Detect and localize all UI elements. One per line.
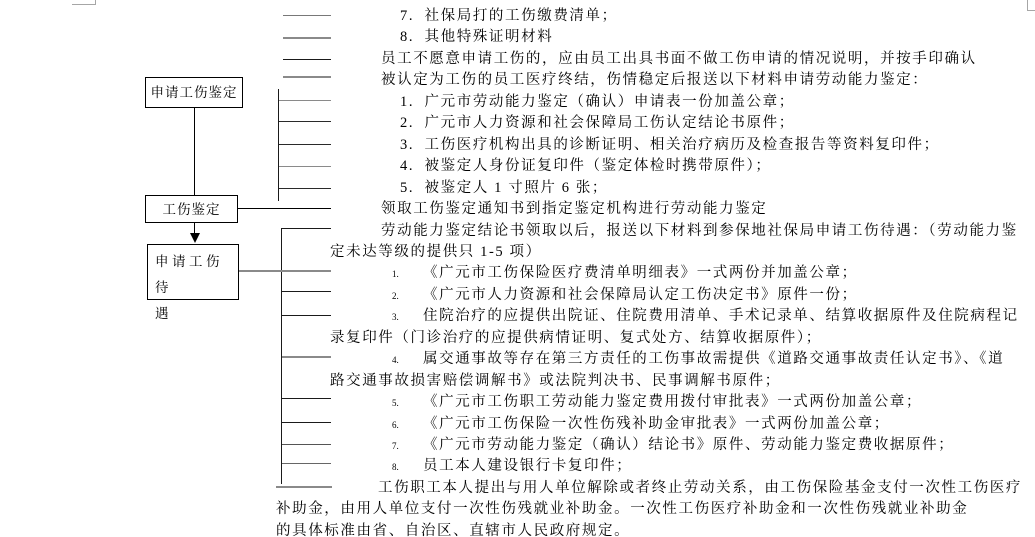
list-item-text: 《广元市工伤保险一次性伤残补助金审批表》一式两份加盖公章； [423, 415, 890, 432]
text-line [392, 414, 890, 435]
text-line: 的具体标准由省、自治区、直辖市人民政府规定。 [276, 522, 631, 537]
leader-tick-line [282, 463, 331, 464]
flowchart-node-apply-injury-appraisal [145, 77, 243, 108]
leader-tick-line [283, 37, 331, 39]
leader-tick-line [283, 15, 331, 16]
text-line [392, 435, 954, 456]
leader-tick-line [282, 398, 331, 399]
list-item-number: 3. [392, 312, 399, 323]
connector-vertical-line [278, 89, 279, 201]
text-line [392, 263, 858, 284]
text-line: 员工不愿意申请工伤的，应由员工出具书面不做工伤申请的情况说明，并按手印确认 [381, 50, 977, 67]
text-line: 7. 社保局打的工伤缴费清单； [400, 8, 618, 24]
text-line [392, 306, 1019, 327]
text-line: 路交通事故损害赔偿调解书》或法院判决书、民事调解书原件； [330, 372, 781, 389]
text-line: 录复印件（门诊治疗的应提供病情证明、复式处方、结算收据原件）； [330, 329, 822, 346]
flowchart-node-label: 遇 [155, 306, 172, 321]
leader-tick-line [279, 166, 331, 167]
list-item-text: 住院治疗的应提供出院证、住院费用清单、手术记录单、结算收据原件及住院病程记 [423, 308, 1019, 325]
list-item-text: 《广元市工伤职工劳动能力鉴定费用拨付审批表》一式两份加盖公章； [423, 394, 923, 411]
leader-tick-line [279, 188, 331, 189]
flowchart-node-apply-injury-benefits [147, 244, 239, 321]
text-line: 1. 广元市劳动能力鉴定（确认）申请表一份加盖公章； [400, 93, 795, 110]
text-line [392, 456, 632, 477]
leader-tick-line [283, 59, 331, 60]
leader-tick-line [282, 228, 331, 229]
text-line: 5. 被鉴定人 1 寸照片 6 张； [400, 179, 609, 196]
text-line: 4. 被鉴定人身份证复印件（鉴定体检时携带原件）； [400, 158, 772, 175]
text-line: 2. 广元市人力资源和社会保障局工伤认定结论书原件； [400, 115, 795, 132]
text-line: 3. 工伤医疗机构出具的诊断证明、相关治疗病历及检查报告等资料复印件； [400, 136, 940, 153]
list-item-number: 7. [392, 441, 399, 451]
list-item-number: 4. [392, 355, 399, 366]
leader-tick-line [72, 4, 96, 5]
arrow-down-icon [190, 233, 200, 243]
leader-tick-line [1027, 10, 1035, 11]
list-item-number: 2. [392, 290, 399, 301]
text-line: 被认定为工伤的员工医疗终结，伤情稳定后报送以下材料申请劳动能力鉴定： [381, 72, 929, 89]
connector-vertical-line [95, 0, 96, 5]
list-item-text: 员工本人建设银行卡复印件； [423, 458, 633, 475]
leader-tick-line [279, 144, 331, 145]
leader-tick-line [282, 356, 331, 358]
leader-tick-line [282, 444, 331, 445]
leader-tick-line [238, 208, 331, 209]
leader-tick-line [282, 422, 331, 423]
list-item-number: 5. [392, 398, 399, 409]
flowchart-node-label: 申请工伤待 [155, 254, 223, 295]
leader-tick-line [282, 315, 331, 316]
text-line: 劳动能力鉴定结论书领取以后，报送以下材料到参保地社保局申请工伤待遇：（劳动能力鉴 [381, 222, 1018, 239]
leader-tick-line [283, 76, 331, 78]
connector-vertical-line [1027, 0, 1028, 10]
text-line [392, 285, 858, 306]
list-item-text: 《广元市劳动能力鉴定（确认）结论书》原件、劳动能力鉴定费收据原件； [423, 437, 955, 453]
text-line [392, 392, 922, 413]
list-item-text: 属交通事故等存在第三方责任的工伤事故需提供《道路交通事故责任认定书》、《道 [423, 351, 1005, 368]
text-line: 工伤职工本人提出与用人单位解除或者终止劳动关系，由工伤保险基金支付一次性工伤医疗 [378, 479, 1022, 496]
list-item-number: 1. [392, 269, 399, 280]
text-line: 补助金，由用人单位支付一次性伤残就业补助金。一次性工伤医疗补助金和一次性伤残就业补助金 [276, 501, 969, 518]
flowchart-node-injury-appraisal [145, 195, 238, 223]
list-item-number: 6. [392, 419, 399, 430]
text-line: 定未达等级的提供只 1-5 项） [330, 243, 542, 260]
leader-tick-line [276, 486, 332, 488]
connector-vertical-line [194, 108, 195, 195]
flowchart-node-label: 工伤鉴定 [162, 201, 221, 217]
leader-tick-line [282, 291, 331, 292]
text-line: 8. 其他特殊证明材料 [400, 29, 554, 46]
text-line [392, 349, 1004, 370]
leader-tick-line [279, 100, 331, 101]
leader-tick-line [279, 121, 331, 122]
leader-tick-line [239, 270, 331, 272]
list-item-text: 《广元市人力资源和社会保障局认定工伤决定书》原件一份； [423, 286, 858, 303]
list-item-text: 《广元市工伤保险医疗费清单明细表》一式两份并加盖公章； [423, 265, 858, 282]
flowchart-node-label: 申请工伤鉴定 [150, 85, 238, 100]
text-line: 领取工伤鉴定通知书到指定鉴定机构进行劳动能力鉴定 [381, 201, 768, 218]
list-item-number: 8. [392, 462, 399, 473]
